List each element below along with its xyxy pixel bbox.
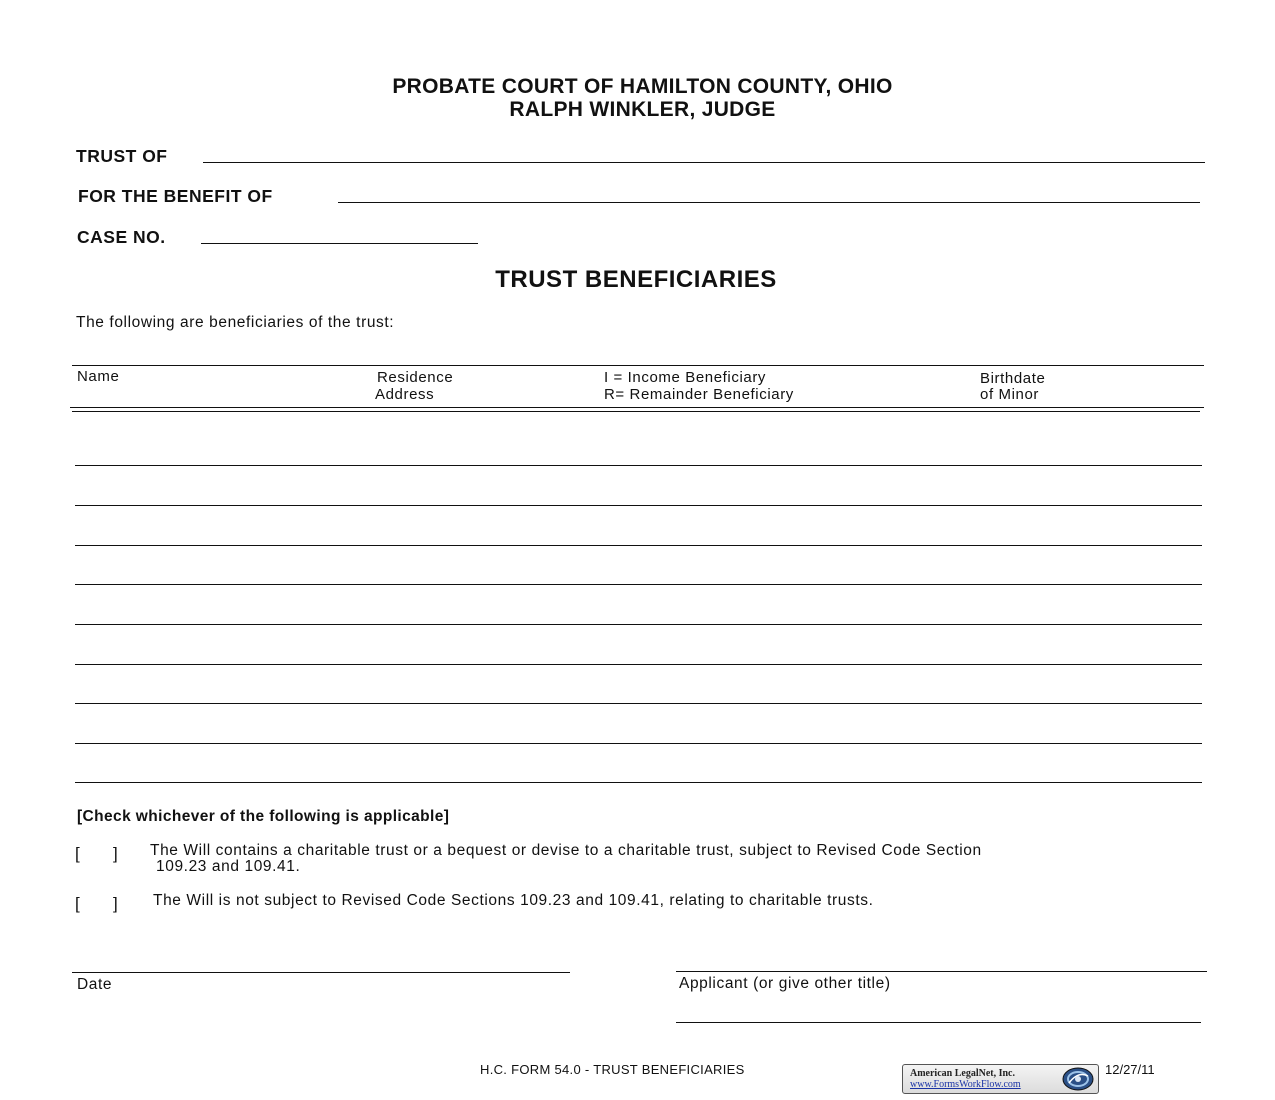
table-row[interactable] (75, 505, 1202, 506)
check-heading: [Check whichever of the following is applicable] (77, 808, 450, 825)
judge-name: RALPH WINKLER, JUDGE (509, 98, 776, 121)
court-name: PROBATE COURT OF HAMILTON COUNTY, OHIO (392, 75, 893, 98)
trust-of-field[interactable] (203, 162, 1205, 163)
option1-checkbox[interactable] (75, 844, 125, 864)
col-income-beneficiary: I = Income Beneficiary (604, 369, 767, 386)
globe-icon (1061, 1067, 1095, 1091)
col-address: Address (375, 386, 435, 403)
col-name: Name (77, 368, 120, 385)
benefit-of-field[interactable] (338, 202, 1200, 203)
table-row[interactable] (75, 624, 1202, 625)
table-header-rule (70, 407, 1204, 408)
date-label: Date (77, 976, 113, 993)
bracket-open: [ (75, 894, 80, 913)
col-remainder-beneficiary: R= Remainder Beneficiary (604, 386, 794, 403)
trust-of-label: TRUST OF (76, 146, 168, 166)
logo-url: www.FormsWorkFlow.com (910, 1079, 1021, 1090)
applicant-signature-field[interactable] (676, 971, 1207, 972)
table-row[interactable] (75, 545, 1202, 546)
logo-company-name: American LegalNet, Inc. (910, 1068, 1015, 1079)
form-date: 12/27/11 (1105, 1062, 1155, 1077)
table-row[interactable] (75, 782, 1202, 783)
table-row[interactable] (75, 664, 1202, 665)
table-row[interactable] (75, 584, 1202, 585)
table-header-rule-2 (72, 411, 1200, 412)
table-row[interactable] (75, 703, 1202, 704)
col-residence: Residence (377, 369, 454, 386)
bracket-open: [ (75, 844, 80, 863)
table-row[interactable] (75, 743, 1202, 744)
intro-text: The following are beneficiaries of the trust: (76, 314, 395, 331)
table-row[interactable] (75, 465, 1202, 466)
american-legalnet-logo[interactable] (902, 1064, 1099, 1094)
bracket-close: ] (113, 844, 118, 863)
bracket-close: ] (113, 894, 118, 913)
table-top-rule (72, 365, 1204, 366)
col-of-minor: of Minor (980, 386, 1039, 403)
option1-text: The Will contains a charitable trust or a bequest or devise to a charitable trust, subject to Revised Code Section (150, 842, 982, 859)
option1-text-line2: 109.23 and 109.41. (156, 858, 301, 875)
form-name: H.C. FORM 54.0 - TRUST BENEFICIARIES (480, 1062, 745, 1077)
page-title: TRUST BENEFICIARIES (495, 266, 777, 293)
col-birthdate: Birthdate (980, 370, 1046, 387)
case-no-field[interactable] (201, 243, 478, 244)
date-field[interactable] (72, 972, 570, 973)
option2-checkbox[interactable] (75, 894, 125, 914)
applicant-label: Applicant (or give other title) (679, 975, 891, 992)
benefit-of-label: FOR THE BENEFIT OF (78, 186, 273, 206)
option2-text: The Will is not subject to Revised Code Sections 109.23 and 109.41, relating to charitable trusts. (153, 892, 874, 909)
case-no-label: CASE NO. (77, 227, 166, 247)
applicant-title-field[interactable] (676, 1022, 1201, 1023)
